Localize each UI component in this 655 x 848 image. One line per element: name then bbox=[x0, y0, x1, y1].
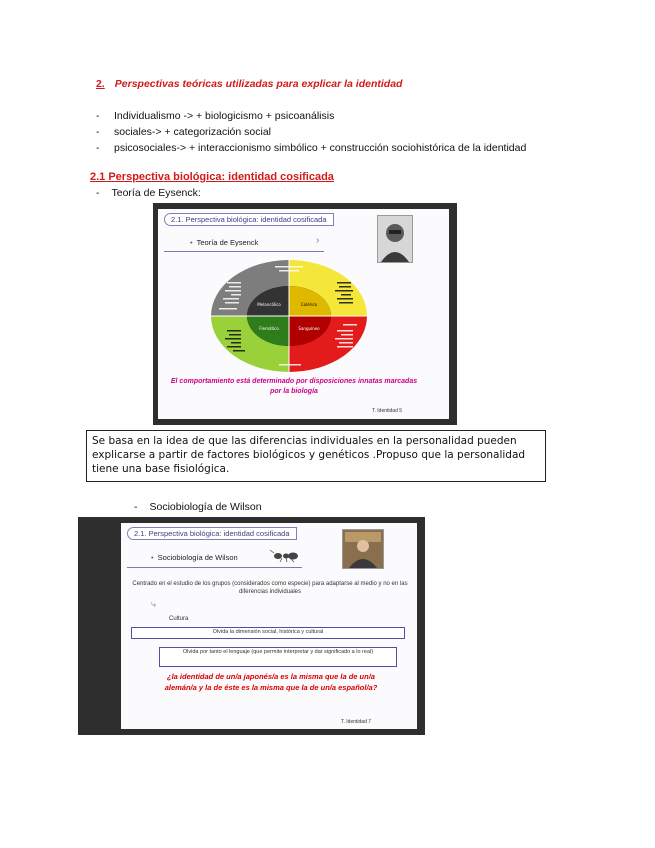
slide-rule bbox=[127, 567, 302, 568]
wilson-label: Sociobiología de Wilson bbox=[149, 501, 262, 513]
slide-caption: El comportamiento está determinado por disposiciones innatas marcadas por la biología bbox=[170, 378, 418, 395]
quadrant-label: Colérico bbox=[300, 302, 318, 307]
eysenck-photo bbox=[377, 215, 413, 263]
slide-box-language: Olvida por tanto el lenguaje (que permite interpretar y dar significado a lo real) bbox=[159, 647, 397, 667]
ant-icon bbox=[268, 549, 302, 563]
wilson-item: - Sociobiología de Wilson bbox=[134, 501, 262, 513]
wilson-photo bbox=[342, 529, 384, 569]
slide-title: 2.1. Perspectiva biológica: identidad cosificada bbox=[164, 213, 334, 226]
subsection-title: 2.1 Perspectiva biológica: identidad cosificada bbox=[90, 171, 334, 183]
slide-question: ¿la identidad de un/a japonés/a es la misma que la de un/a alemán/a y la de éste es la misma que la de un/a español/a? bbox=[164, 672, 378, 692]
perspectives-list bbox=[96, 108, 526, 156]
slide-wilson bbox=[121, 523, 417, 729]
slide-subtitle: • Sociobiología de Wilson bbox=[151, 553, 238, 562]
slide-eysenck-frame bbox=[153, 203, 457, 425]
slide-footer: T. Identidad 7 bbox=[341, 719, 372, 725]
arrow-icon: › bbox=[316, 235, 320, 246]
culture-label: Cultura bbox=[169, 616, 189, 622]
description-box: Se basa en la idea de que las diferencias individuales en la personalidad pueden explicarse a partir de factores biológicos y genéticos .Propuso que la personalidad tiene una base fisiológica. bbox=[86, 430, 546, 482]
temperament-wheel bbox=[204, 257, 374, 375]
section-title: Perspectivas teóricas utilizadas para explicar la identidad bbox=[114, 78, 403, 90]
list-item: - Individualismo -> + biologicismo + psicoanálisis bbox=[96, 108, 526, 124]
slide-footer: T. Identidad 5 bbox=[372, 408, 403, 414]
slide-rule bbox=[164, 251, 324, 252]
eysenck-label: Teoría de Eysenck: bbox=[111, 187, 201, 199]
eysenck-item: - Teoría de Eysenck: bbox=[96, 187, 201, 199]
quadrant-label: Flemático bbox=[259, 326, 279, 331]
section-number: 2. bbox=[96, 78, 105, 90]
slide-body: Centrado en el estudio de los grupos (considerados como especie) para adaptarse al medio y no en las diferencias individuales bbox=[132, 581, 408, 595]
slide-eysenck bbox=[158, 209, 449, 419]
quadrant-label: Melancólico bbox=[257, 302, 281, 307]
slide-box-social: Olvida la dimensión social, histórica y cultural bbox=[131, 627, 405, 639]
curve-arrow-icon: ⤷ bbox=[151, 599, 157, 609]
quadrant-label: Sanguíneo bbox=[298, 326, 320, 331]
list-item: - psicosociales-> + interaccionismo simbólico + construcción sociohistórica de la identidad bbox=[96, 140, 526, 156]
slide-title: 2.1. Perspectiva biológica: identidad cosificada bbox=[127, 527, 297, 540]
slide-wilson-frame bbox=[78, 517, 425, 735]
slide-subtitle: • Teoría de Eysenck bbox=[190, 238, 259, 247]
section-heading bbox=[96, 78, 402, 90]
list-item: - sociales-> + categorización social bbox=[96, 124, 526, 140]
